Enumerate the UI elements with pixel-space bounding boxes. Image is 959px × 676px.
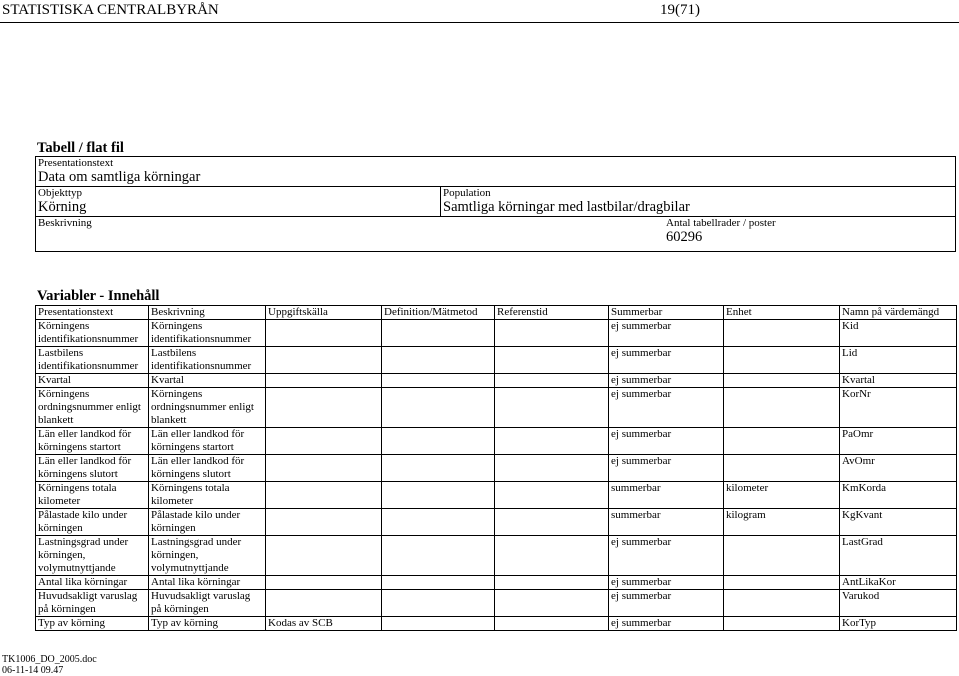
table-cell: ej summerbar	[609, 388, 724, 428]
table-cell: kilometer	[724, 482, 840, 509]
table-cell	[724, 428, 840, 455]
column-header: Presentationstext	[36, 306, 149, 320]
table-cell	[266, 428, 382, 455]
row-count-label: Antal tabellrader / poster	[666, 217, 776, 229]
table-cell	[266, 509, 382, 536]
table-cell: AvOmr	[840, 455, 957, 482]
population-cell	[441, 187, 956, 217]
table-cell: KgKvant	[840, 509, 957, 536]
table-cell: Kvartal	[36, 374, 149, 388]
table-cell: Körningens ordningsnummer enligt blankett	[36, 388, 149, 428]
table-cell: KorTyp	[840, 617, 957, 631]
table-cell	[495, 590, 609, 617]
description-cell	[36, 217, 956, 252]
table-cell	[495, 455, 609, 482]
table-cell	[266, 536, 382, 576]
table-cell	[266, 576, 382, 590]
table-row	[36, 374, 957, 388]
table-row	[36, 320, 957, 347]
table-cell: ej summerbar	[609, 590, 724, 617]
table-cell	[382, 590, 495, 617]
table-row	[36, 347, 957, 374]
table-row	[36, 509, 957, 536]
table-cell: ej summerbar	[609, 455, 724, 482]
table-cell	[724, 617, 840, 631]
table-cell	[266, 590, 382, 617]
page-number: 19(71)	[660, 2, 700, 18]
column-header: Referenstid	[495, 306, 609, 320]
flat-file-box	[35, 156, 956, 252]
table-cell	[724, 536, 840, 576]
table-cell: Körningens identifikationsnummer	[149, 320, 266, 347]
table-cell	[382, 617, 495, 631]
presentation-value: Data om samtliga körningar	[38, 169, 201, 185]
table-cell	[382, 576, 495, 590]
table-cell	[382, 455, 495, 482]
table-row	[36, 482, 957, 509]
table-cell: Län eller landkod för körningens slutort	[149, 455, 266, 482]
column-header: Definition/Mätmetod	[382, 306, 495, 320]
table-cell: KorNr	[840, 388, 957, 428]
table-cell: Typ av körning	[36, 617, 149, 631]
table-cell: summerbar	[609, 482, 724, 509]
table-cell: Kvartal	[840, 374, 957, 388]
table-row	[36, 455, 957, 482]
table-cell: ej summerbar	[609, 428, 724, 455]
variables-title: Variabler - Innehåll	[37, 288, 160, 304]
table-cell: Kid	[840, 320, 957, 347]
column-header: Uppgiftskälla	[266, 306, 382, 320]
table-cell: Pålastade kilo under körningen	[149, 509, 266, 536]
table-cell	[495, 320, 609, 347]
table-cell	[495, 428, 609, 455]
table-row	[36, 617, 957, 631]
table-cell: Kvartal	[149, 374, 266, 388]
presentation-label: Presentationstext	[38, 157, 114, 169]
table-cell	[724, 455, 840, 482]
table-cell	[382, 509, 495, 536]
table-row	[36, 590, 957, 617]
table-cell	[266, 455, 382, 482]
column-header: Namn på värdemängd	[840, 306, 957, 320]
table-cell	[495, 482, 609, 509]
table-cell: ej summerbar	[609, 374, 724, 388]
table-cell	[495, 576, 609, 590]
table-row	[36, 428, 957, 455]
table-cell	[724, 388, 840, 428]
variables-table	[35, 305, 957, 631]
organization-name: STATISTISKA CENTRALBYRÅN	[2, 2, 219, 18]
table-cell	[382, 482, 495, 509]
table-cell	[382, 388, 495, 428]
table-cell: Län eller landkod för körningens startort	[36, 428, 149, 455]
table-cell	[724, 320, 840, 347]
table-cell: Huvudsakligt varuslag på körningen	[36, 590, 149, 617]
population-label: Population	[443, 187, 491, 199]
row-count-block	[666, 217, 776, 246]
table-cell: ej summerbar	[609, 576, 724, 590]
population-value: Samtliga körningar med lastbilar/dragbilar	[443, 199, 690, 215]
table-cell: Typ av körning	[149, 617, 266, 631]
table-row	[36, 576, 957, 590]
footer-document-name: TK1006_DO_2005.doc	[2, 654, 97, 665]
footer	[2, 654, 97, 676]
table-cell: Antal lika körningar	[149, 576, 266, 590]
table-cell: ej summerbar	[609, 536, 724, 576]
table-cell	[382, 536, 495, 576]
table-cell: Huvudsakligt varuslag på körningen	[149, 590, 266, 617]
table-cell	[724, 374, 840, 388]
table-cell	[382, 428, 495, 455]
table-cell	[495, 509, 609, 536]
table-cell: ej summerbar	[609, 320, 724, 347]
table-cell: Län eller landkod för körningens slutort	[36, 455, 149, 482]
table-cell	[724, 590, 840, 617]
table-cell: Varukod	[840, 590, 957, 617]
table-cell: Lastningsgrad under körningen, volymutnyttjande	[149, 536, 266, 576]
table-cell: kilogram	[724, 509, 840, 536]
table-cell: PaOmr	[840, 428, 957, 455]
table-cell: LastGrad	[840, 536, 957, 576]
footer-date: 06-11-14 09.47	[2, 665, 64, 676]
table-cell: Körningens totala kilometer	[149, 482, 266, 509]
description-label: Beskrivning	[38, 217, 92, 229]
table-cell: ej summerbar	[609, 617, 724, 631]
table-cell	[382, 347, 495, 374]
table-cell	[266, 320, 382, 347]
flat-file-title: Tabell / flat fil	[37, 140, 124, 156]
table-row	[36, 388, 957, 428]
objekttyp-cell	[36, 187, 441, 217]
table-cell	[266, 347, 382, 374]
table-cell	[495, 388, 609, 428]
table-row	[36, 536, 957, 576]
column-header: Summerbar	[609, 306, 724, 320]
table-cell	[266, 374, 382, 388]
header-divider	[0, 22, 959, 23]
table-cell: AntLikaKor	[840, 576, 957, 590]
table-cell	[495, 536, 609, 576]
table-cell: Antal lika körningar	[36, 576, 149, 590]
table-cell: Lid	[840, 347, 957, 374]
table-header-row	[36, 306, 957, 320]
table-cell	[495, 617, 609, 631]
table-cell	[724, 576, 840, 590]
table-cell: Lastbilens identifikationsnummer	[149, 347, 266, 374]
table-cell	[382, 320, 495, 347]
table-cell	[495, 374, 609, 388]
table-cell	[495, 347, 609, 374]
table-cell	[382, 374, 495, 388]
table-cell	[266, 482, 382, 509]
objekttyp-value: Körning	[38, 199, 87, 215]
table-cell	[266, 388, 382, 428]
row-count-value: 60296	[666, 229, 703, 245]
presentation-cell	[36, 157, 956, 187]
table-cell	[724, 347, 840, 374]
objekttyp-label: Objekttyp	[38, 187, 82, 199]
column-header: Beskrivning	[149, 306, 266, 320]
table-cell: Körningens ordningsnummer enligt blankett	[149, 388, 266, 428]
table-cell: summerbar	[609, 509, 724, 536]
table-cell: KmKorda	[840, 482, 957, 509]
table-cell: Kodas av SCB	[266, 617, 382, 631]
table-cell: Körningens totala kilometer	[36, 482, 149, 509]
table-cell: ej summerbar	[609, 347, 724, 374]
table-cell: Lastningsgrad under körningen, volymutnyttjande	[36, 536, 149, 576]
column-header: Enhet	[724, 306, 840, 320]
table-cell: Pålastade kilo under körningen	[36, 509, 149, 536]
table-cell: Län eller landkod för körningens startort	[149, 428, 266, 455]
table-cell: Lastbilens identifikationsnummer	[36, 347, 149, 374]
table-cell: Körningens identifikationsnummer	[36, 320, 149, 347]
